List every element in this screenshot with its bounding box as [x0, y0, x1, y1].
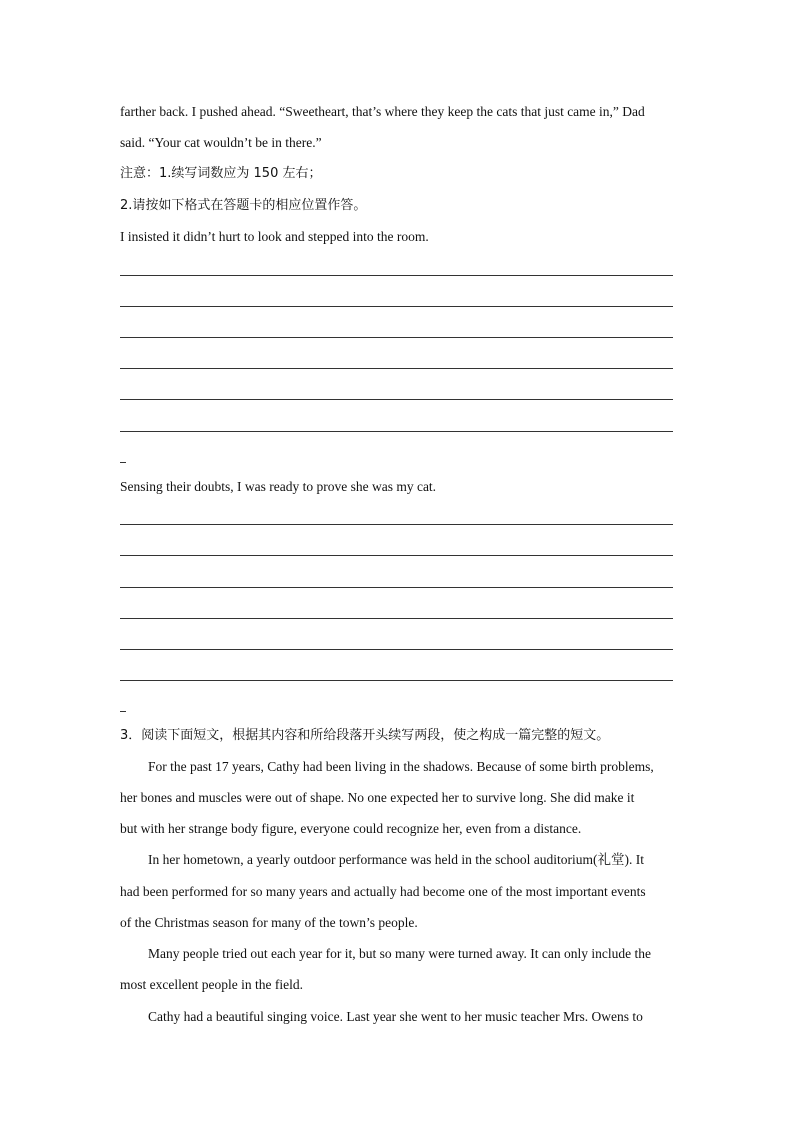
writing-line[interactable]: [120, 587, 673, 588]
story-line: Cathy had a beautiful singing voice. Last year she went to her music teacher Mrs. Owens to: [148, 1009, 643, 1024]
writing-line[interactable]: [120, 368, 673, 369]
writing-line[interactable]: [120, 649, 673, 650]
question-3-instruction: 3．阅读下面短文，根据其内容和所给段落开头续写两段，使之构成一篇完整的短文。: [120, 728, 610, 743]
note-word-count: 注意：1.续写词数应为 150 左右；: [120, 166, 322, 181]
story-line: her bones and muscles were out of shape. No one expected her to survive long. She did make it: [120, 790, 635, 805]
paragraph-prompt-2: Sensing their doubts, I was ready to prove she was my cat.: [120, 479, 437, 494]
story-line: most excellent people in the field.: [120, 977, 303, 992]
paragraph-prompt-1: I insisted it didn’t hurt to look and stepped into the room.: [120, 229, 429, 244]
story-line: In her hometown, a yearly outdoor performance was held in the school auditorium(礼堂). It: [148, 852, 644, 867]
line-end-mark: [120, 711, 126, 712]
line-end-mark: [120, 462, 126, 463]
story-line: of the Christmas season for many of the town’s people.: [120, 915, 418, 930]
story-line: but with her strange body figure, everyone could recognize her, even from a distance.: [120, 821, 582, 836]
writing-line[interactable]: [120, 618, 673, 619]
passage-line-1: farther back. I pushed ahead. “Sweetheart, that’s where they keep the cats that just came in,” Dad: [120, 104, 645, 119]
note-format: 2.请按如下格式在答题卡的相应位置作答。: [120, 198, 367, 213]
writing-line[interactable]: [120, 399, 673, 400]
writing-line[interactable]: [120, 524, 673, 525]
story-line: Many people tried out each year for it, but so many were turned away. It can only include the: [148, 946, 651, 961]
writing-line[interactable]: [120, 431, 673, 432]
writing-line[interactable]: [120, 337, 673, 338]
writing-line[interactable]: [120, 680, 673, 681]
writing-line[interactable]: [120, 555, 673, 556]
writing-line[interactable]: [120, 275, 673, 276]
story-line: had been performed for so many years and actually had become one of the most important events: [120, 884, 646, 899]
story-line: For the past 17 years, Cathy had been living in the shadows. Because of some birth problems,: [148, 759, 654, 774]
passage-line-2: said. “Your cat wouldn’t be in there.”: [120, 135, 322, 150]
writing-line[interactable]: [120, 306, 673, 307]
